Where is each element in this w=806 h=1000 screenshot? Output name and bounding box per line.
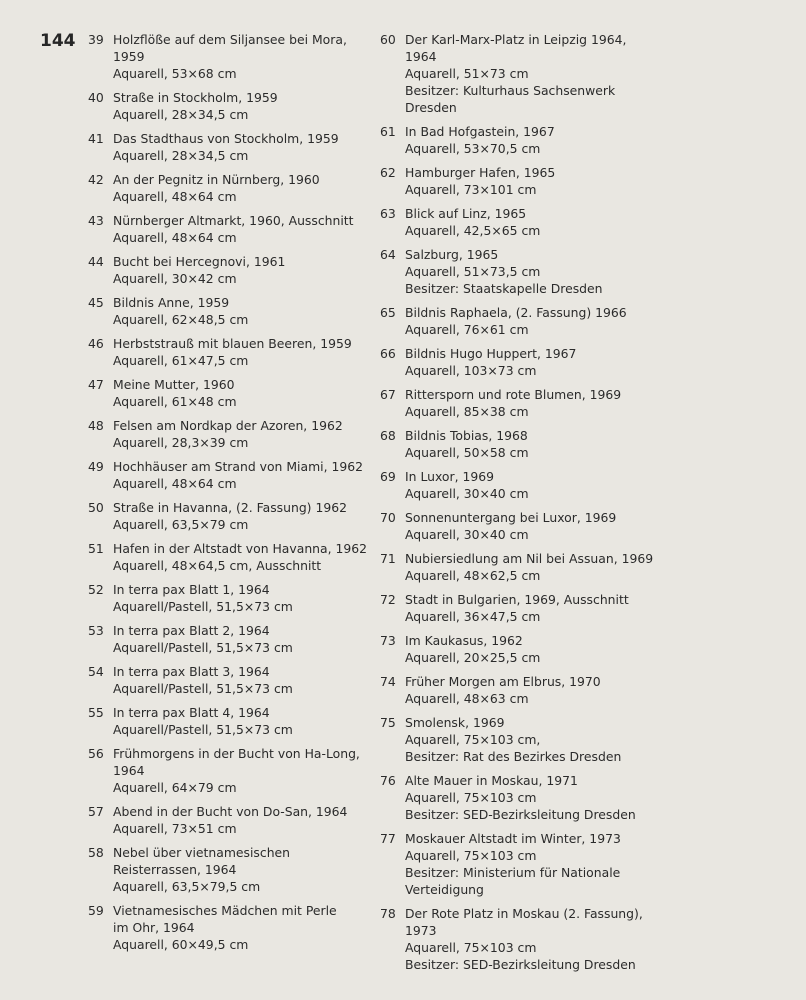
entry-title: Frühmorgens in der Bucht von Ha-Long, (113, 746, 360, 761)
entry-detail: Aquarell, 75×103 cm (405, 940, 537, 955)
entry-title: Nürnberger Altmarkt, 1960, Ausschnitt (113, 213, 354, 228)
entry-number: 43 (88, 213, 104, 228)
catalog-entry (380, 164, 650, 198)
catalog-entry (380, 905, 650, 973)
entry-title: Straße in Havanna, (2. Fassung) 1962 (113, 500, 347, 515)
entry-title: Der Karl-Marx-Platz in Leipzig 1964, (405, 32, 627, 47)
entry-title: Herbststrauß mit blauen Beeren, 1959 (113, 336, 352, 351)
catalog-entry (88, 130, 378, 164)
entry-title: Früher Morgen am Elbrus, 1970 (405, 674, 601, 689)
entry-detail: Besitzer: Ministerium für Nationale (405, 865, 621, 880)
entry-detail: Aquarell, 63,5×79 cm (113, 517, 249, 532)
entry-title: In terra pax Blatt 4, 1964 (113, 705, 270, 720)
entry-number: 71 (380, 551, 396, 566)
entry-title: Hochhäuser am Strand von Miami, 1962 (113, 459, 363, 474)
entry-detail: Aquarell, 61×47,5 cm (113, 353, 249, 368)
entry-title: Smolensk, 1969 (405, 715, 505, 730)
catalog-entry (380, 345, 650, 379)
entry-detail: Aquarell, 20×25,5 cm (405, 650, 541, 665)
catalog-entry (88, 581, 378, 615)
entry-number: 47 (88, 377, 104, 392)
entry-number: 63 (380, 206, 396, 221)
catalog-entry (88, 31, 378, 82)
catalog-entry (88, 622, 378, 656)
entry-detail: Aquarell, 48×62,5 cm (405, 568, 541, 583)
entry-detail: Aquarell, 53×68 cm (113, 66, 237, 81)
entry-detail: Aquarell, 50×58 cm (405, 445, 529, 460)
entry-number: 57 (88, 804, 104, 819)
entry-title: Stadt in Bulgarien, 1969, Ausschnitt (405, 592, 629, 607)
entry-detail: Aquarell, 30×42 cm (113, 271, 237, 286)
entry-title: Sonnenuntergang bei Luxor, 1969 (405, 510, 617, 525)
catalog-entry (380, 123, 650, 157)
entry-title: Im Kaukasus, 1962 (405, 633, 523, 648)
entry-detail: Aquarell/Pastell, 51,5×73 cm (113, 722, 293, 737)
entry-number: 45 (88, 295, 104, 310)
entry-detail: Aquarell, 48×64 cm (113, 230, 237, 245)
entry-number: 75 (380, 715, 396, 730)
catalog-entry (380, 830, 650, 898)
entry-detail: Aquarell, 48×63 cm (405, 691, 529, 706)
entry-title: Straße in Stockholm, 1959 (113, 90, 278, 105)
entry-number: 74 (380, 674, 396, 689)
left-column (88, 31, 378, 960)
entry-detail: Aquarell/Pastell, 51,5×73 cm (113, 681, 293, 696)
catalog-entry (380, 591, 650, 625)
entry-number: 46 (88, 336, 104, 351)
entry-title: Moskauer Altstadt im Winter, 1973 (405, 831, 621, 846)
entry-title: Abend in der Bucht von Do-San, 1964 (113, 804, 348, 819)
catalog-entry (88, 376, 378, 410)
catalog-entry (380, 386, 650, 420)
entry-detail: Aquarell, 48×64 cm (113, 189, 237, 204)
entry-number: 77 (380, 831, 396, 846)
catalog-entry (380, 632, 650, 666)
entry-detail: Besitzer: Rat des Bezirkes Dresden (405, 749, 622, 764)
entry-title: Rittersporn und rote Blumen, 1969 (405, 387, 622, 402)
right-column (380, 31, 654, 980)
entry-detail: Aquarell, 73×51 cm (113, 821, 237, 836)
entry-number: 44 (88, 254, 104, 269)
entry-detail: Aquarell, 28,3×39 cm (113, 435, 249, 450)
entry-title: Bildnis Raphaela, (2. Fassung) 1966 (405, 305, 627, 320)
entry-number: 62 (380, 165, 396, 180)
catalog-entry (88, 803, 378, 837)
entry-detail: Besitzer: Kulturhaus Sachsenwerk (405, 83, 616, 98)
entry-detail: 1959 (113, 49, 145, 64)
entry-detail: Aquarell, 28×34,5 cm (113, 148, 249, 163)
entry-title: In Bad Hofgastein, 1967 (405, 124, 555, 139)
catalog-entry (380, 509, 650, 543)
entry-number: 42 (88, 172, 104, 187)
entry-title: Bildnis Hugo Huppert, 1967 (405, 346, 577, 361)
entry-title: Meine Mutter, 1960 (113, 377, 235, 392)
entry-number: 53 (88, 623, 104, 638)
catalog-entry (380, 550, 654, 584)
entry-title: Blick auf Linz, 1965 (405, 206, 527, 221)
entry-number: 41 (88, 131, 104, 146)
entry-detail: Aquarell, 30×40 cm (405, 486, 529, 501)
entry-detail: Aquarell, 60×49,5 cm (113, 937, 249, 952)
entry-title: Hafen in der Altstadt von Havanna, 1962 (113, 541, 368, 556)
entry-detail: im Ohr, 1964 (113, 920, 195, 935)
entry-number: 66 (380, 346, 396, 361)
catalog-entry (88, 171, 378, 205)
catalog-entry (380, 205, 650, 239)
entry-detail: Aquarell, 48×64 cm (113, 476, 237, 491)
entry-number: 49 (88, 459, 104, 474)
entry-number: 78 (380, 906, 396, 921)
entry-detail: Aquarell, 64×79 cm (113, 780, 237, 795)
entry-number: 51 (88, 541, 104, 556)
entry-title: Nebel über vietnamesischen (113, 845, 291, 860)
entry-detail: Aquarell, 30×40 cm (405, 527, 529, 542)
entry-title: Vietnamesisches Mädchen mit Perle (113, 903, 337, 918)
entry-number: 76 (380, 773, 396, 788)
catalog-entry (88, 212, 378, 246)
entry-title: Der Rote Platz in Moskau (2. Fassung), (405, 906, 643, 921)
entry-detail: Besitzer: SED-Bezirksleitung Dresden (405, 957, 636, 972)
page-number: 144 (40, 31, 76, 51)
entry-detail: 1964 (113, 763, 145, 778)
entry-detail: Aquarell, 73×101 cm (405, 182, 537, 197)
catalog-entry (88, 335, 378, 369)
entry-number: 69 (380, 469, 396, 484)
entry-detail: Aquarell, 28×34,5 cm (113, 107, 249, 122)
catalog-entry (88, 844, 378, 895)
entry-detail: 1964 (405, 49, 437, 64)
entry-number: 70 (380, 510, 396, 525)
entry-number: 67 (380, 387, 396, 402)
catalog-entry (88, 745, 378, 796)
catalog-entry (380, 246, 650, 297)
catalog-entry (88, 417, 378, 451)
entry-detail: Aquarell, 75×103 cm, (405, 732, 541, 747)
entry-detail: Besitzer: Staatskapelle Dresden (405, 281, 603, 296)
catalog-entry (380, 427, 650, 461)
entry-detail: Dresden (405, 100, 457, 115)
catalog-entry (380, 31, 650, 116)
catalog-entry (380, 304, 650, 338)
entry-title: Bildnis Tobias, 1968 (405, 428, 528, 443)
entry-number: 61 (380, 124, 396, 139)
entry-title: In Luxor, 1969 (405, 469, 495, 484)
catalog-entry (380, 714, 650, 765)
entry-title: Alte Mauer in Moskau, 1971 (405, 773, 578, 788)
entry-number: 55 (88, 705, 104, 720)
entry-title: Hamburger Hafen, 1965 (405, 165, 556, 180)
entry-detail: Aquarell, 75×103 cm (405, 790, 537, 805)
catalog-entry (88, 540, 378, 574)
entry-detail: Aquarell, 103×73 cm (405, 363, 537, 378)
entry-detail: Aquarell, 76×61 cm (405, 322, 529, 337)
entry-number: 60 (380, 32, 396, 47)
entry-number: 52 (88, 582, 104, 597)
entry-detail: Reisterrassen, 1964 (113, 862, 237, 877)
entry-number: 58 (88, 845, 104, 860)
entry-title: In terra pax Blatt 1, 1964 (113, 582, 270, 597)
entry-detail: Besitzer: SED-Bezirksleitung Dresden (405, 807, 636, 822)
entry-detail: 1973 (405, 923, 437, 938)
entry-number: 39 (88, 32, 104, 47)
entry-number: 48 (88, 418, 104, 433)
entry-number: 64 (380, 247, 396, 262)
entry-title: Bildnis Anne, 1959 (113, 295, 230, 310)
catalog-entry (88, 663, 378, 697)
entry-detail: Aquarell/Pastell, 51,5×73 cm (113, 599, 293, 614)
entry-title: Nubiersiedlung am Nil bei Assuan, 1969 (405, 551, 654, 566)
entry-detail: Verteidigung (405, 882, 484, 897)
entry-number: 56 (88, 746, 104, 761)
catalog-entry (88, 704, 378, 738)
catalog-entry (88, 499, 378, 533)
entry-title: Holzflöße auf dem Siljansee bei Mora, (113, 32, 347, 47)
entry-number: 50 (88, 500, 104, 515)
entry-title: Felsen am Nordkap der Azoren, 1962 (113, 418, 343, 433)
entry-detail: Aquarell, 36×47,5 cm (405, 609, 541, 624)
entry-detail: Aquarell, 42,5×65 cm (405, 223, 541, 238)
entry-detail: Aquarell, 48×64,5 cm, Ausschnitt (113, 558, 322, 573)
entry-detail: Aquarell, 61×48 cm (113, 394, 237, 409)
entry-number: 40 (88, 90, 104, 105)
entry-detail: Aquarell, 75×103 cm (405, 848, 537, 863)
catalog-entry (88, 89, 378, 123)
entry-title: Das Stadthaus von Stockholm, 1959 (113, 131, 339, 146)
entry-number: 68 (380, 428, 396, 443)
catalog-entry (380, 772, 650, 823)
entry-number: 65 (380, 305, 396, 320)
catalog-entry (380, 468, 650, 502)
entry-detail: Aquarell, 51×73 cm (405, 66, 529, 81)
entry-detail: Aquarell, 53×70,5 cm (405, 141, 541, 156)
entry-detail: Aquarell, 62×48,5 cm (113, 312, 249, 327)
entry-detail: Aquarell, 63,5×79,5 cm (113, 879, 261, 894)
entry-number: 72 (380, 592, 396, 607)
entry-number: 73 (380, 633, 396, 648)
entry-detail: Aquarell/Pastell, 51,5×73 cm (113, 640, 293, 655)
entry-detail: Aquarell, 51×73,5 cm (405, 264, 541, 279)
catalog-entry (88, 253, 378, 287)
entry-number: 54 (88, 664, 104, 679)
entry-title: In terra pax Blatt 2, 1964 (113, 623, 270, 638)
catalog-entry (380, 673, 650, 707)
catalog-entry (88, 294, 378, 328)
entry-title: An der Pegnitz in Nürnberg, 1960 (113, 172, 320, 187)
catalog-entry (88, 902, 378, 953)
entry-title: Salzburg, 1965 (405, 247, 499, 262)
entry-detail: Aquarell, 85×38 cm (405, 404, 529, 419)
entry-number: 59 (88, 903, 104, 918)
catalog-entry (88, 458, 378, 492)
entry-title: In terra pax Blatt 3, 1964 (113, 664, 270, 679)
entry-title: Bucht bei Hercegnovi, 1961 (113, 254, 286, 269)
